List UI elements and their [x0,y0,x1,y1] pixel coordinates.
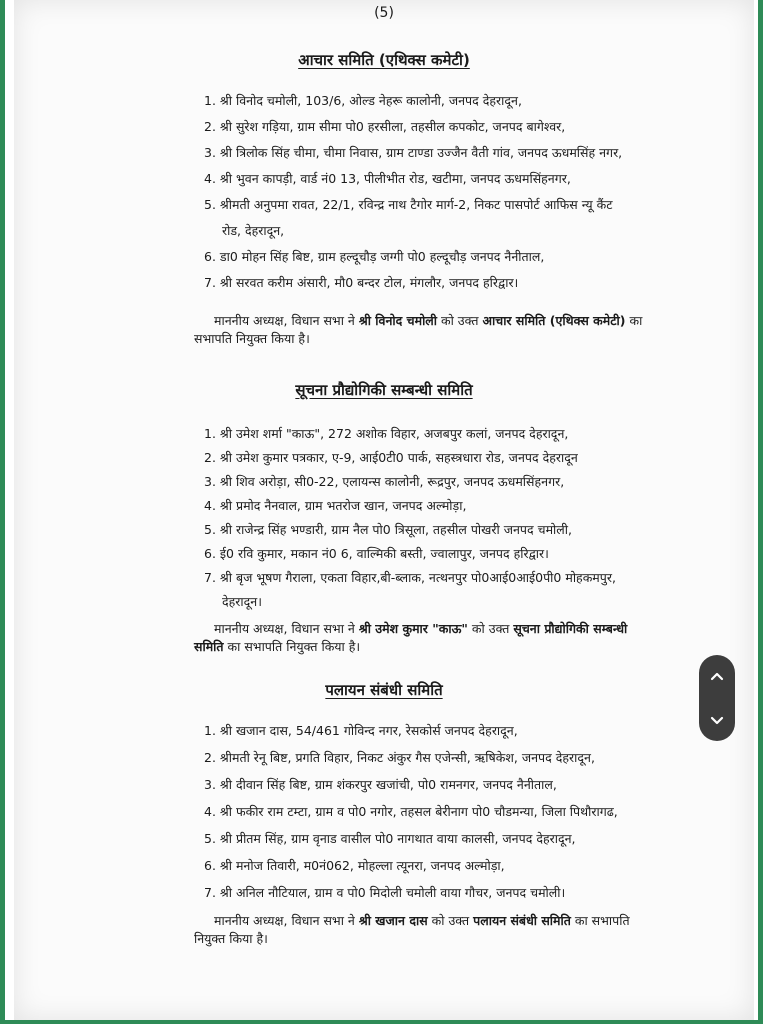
list-item: देहरादून। [222,594,262,609]
list-item: 4. श्री भुवन कापड़ी, वार्ड नं0 13, पीलीभीत रोड, खटीमा, जनपद ऊधमसिंहनगर, [204,171,571,186]
list-item: 7. श्री बृज भूषण गैराला, एकता विहार,बी-ब्लाक, नत्थनपुर पो0आई0आई0पी0 मोहकमपुर, [204,570,616,585]
list-item: 6. डा0 मोहन सिंह बिष्ट, ग्राम हल्दूचौड़ जग्गी पो0 हल्दूचौड़ जनपद नैनीताल, [204,249,545,264]
migration-chair-note: माननीय अध्यक्ष, विधान सभा ने श्री खजान दास को उक्त पलायन संबंधी समिति का सभापति नियुक्त किया है। [194,913,630,946]
list-item: 2. श्री उमेश कुमार पत्रकार, ए-9, आई0टी0 पार्क, सहस्त्रधारा रोड, जनपद देहरादून [204,450,578,465]
it-chair-note: माननीय अध्यक्ष, विधान सभा ने श्री उमेश कुमार "काऊ" को उक्त सूचना प्रौद्योगिकी सम्बन्धी समिति का सभापति नियुक्त किया है। [194,621,628,654]
section-title-it: सूचना प्रौद्योगिकी सम्बन्धी समिति [295,381,473,399]
list-item: 3. श्री त्रिलोक सिंह चीमा, चीमा निवास, ग्राम टाण्डा उज्जैन वैती गांव, जनपद ऊधमसिंह नगर, [204,145,623,160]
list-item: 5. श्रीमती अनुपमा रावत, 22/1, रविन्द्र नाथ टैगोर मार्ग-2, निकट पासपोर्ट आफिस न्यू कैंट [204,197,613,212]
list-item: 5. श्री राजेन्द्र सिंह भण्डारी, ग्राम नैल पो0 त्रिसूला, तहसील पोखरी जनपद चमोली, [204,522,572,537]
section-title-migration: पलायन संबंधी समिति [325,681,443,699]
list-item: 6. ई0 रवि कुमार, मकान नं0 6, वाल्मिकी बस्ती, ज्वालापुर, जनपद हरिद्वार। [204,546,549,561]
list-item: 1. श्री उमेश शर्मा "काऊ", 272 अशोक विहार, अजबपुर कलां, जनपद देहरादून, [204,426,569,441]
list-item: 7. श्री अनिल नौटियाल, ग्राम व पो0 मिदोली चमोली वाया गौचर, जनपद चमोली। [204,885,566,900]
list-item: 2. श्रीमती रेनू बिष्ट, प्रगति विहार, निकट अंकुर गैस एजेन्सी, ऋषिकेश, जनपद देहरादून, [204,750,595,765]
list-item: 4. श्री फकीर राम टम्टा, ग्राम व पो0 नगोर, तहसल बेरीनाग पो0 चौडमन्या, जिला पिथौरागढ, [204,804,618,819]
document-page [14,0,754,1020]
list-item: 5. श्री प्रीतम सिंह, ग्राम वृनाड वासील पो0 नागथात वाया कालसी, जनपद देहरादून, [204,831,576,846]
list-item: 3. श्री दीवान सिंह बिष्ट, ग्राम शंकरपुर खजांची, पो0 रामनगर, जनपद नैनीताल, [204,777,557,792]
list-item: 2. श्री सुरेश गड़िया, ग्राम सीमा पो0 हरसीला, तहसील कपकोट, जनपद बागेश्वर, [204,119,566,134]
it-member-list [204,425,616,617]
list-item: 3. श्री शिव अरोड़ा, सी0-22, एलायन्स कालोनी, रूद्रपुर, जनपद ऊधमसिंहनगर, [204,474,565,489]
list-item: 1. श्री खजान दास, 54/461 गोविन्द नगर, रेसकोर्स जनपद देहरादून, [204,723,518,738]
section-title-ethics: आचार समिति (एथिक्स कमेटी) [298,51,470,69]
scroll-up-button[interactable] [703,663,731,691]
ethics-chair-note: माननीय अध्यक्ष, विधान सभा ने श्री विनोद चमोली को उक्त आचार समिति (एथिक्स कमेटी) का सभापति नियुक्त किया है। [194,313,643,346]
list-item: रोड, देहरादून, [222,223,285,238]
migration-member-list [204,722,618,911]
chevron-down-icon [708,711,726,729]
page-scroll-controls [699,655,735,741]
ethics-member-list [204,92,622,300]
list-item: 1. श्री विनोद चमोली, 103/6, ओल्ड नेहरू कालोनी, जनपद देहरादून, [204,93,522,108]
list-item: 6. श्री मनोज तिवारी, म0नं062, मोहल्ला त्यूनरा, जनपद अल्मोड़ा, [204,858,505,873]
page-number: (5) [374,5,394,21]
list-item: 7. श्री सरवत करीम अंसारी, मौ0 बन्दर टोल, मंगलौर, जनपद हरिद्वार। [204,275,519,290]
chevron-up-icon [708,668,726,686]
list-item: 4. श्री प्रमोद नैनवाल, ग्राम भतरोज खान, जनपद अल्मोड़ा, [204,498,467,513]
scroll-down-button[interactable] [703,706,731,734]
